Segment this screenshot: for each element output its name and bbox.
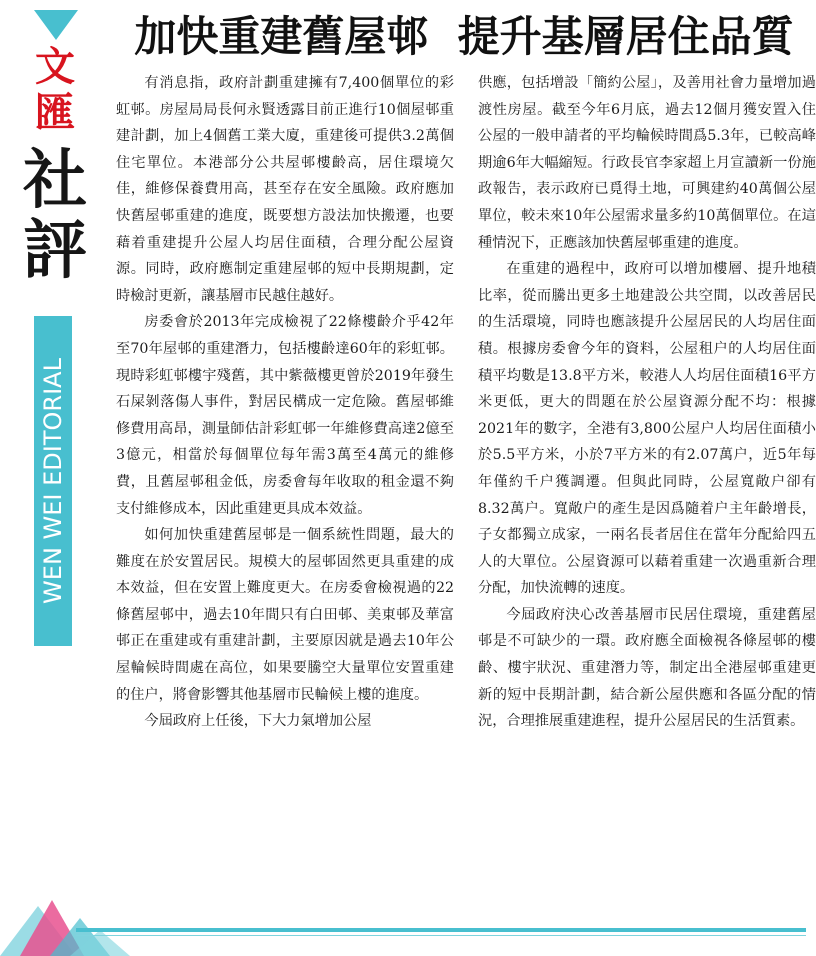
paragraph: 在重建的過程中，政府可以增加樓層、提升地積比率，從而騰出更多土地建設公共空間，以改善居民的生活環境，同時也應該提升公屋居民的人均居住面積。根據房委會今年的資料，公屋租户的人均居住面積平均數是13.8平方米，較港人人均居住面積16平方米更低，更大的問題在於公屋資源分配不均：根據2021年的數字，全港有3,800公屋户人均居住面積小於5.5平方米，小於7平方米的有2.07萬户，近5年每年僅約千户獲調遷。但與此同時，公屋寬敞户卻有8.32萬户。寬敞户的產生是因爲隨着户主年齡增長，子女都獨立成家，一兩名長者居住在當年分配給四五人的大單位。公屋資源可以藉着重建一次過重新合理分配，加快流轉的速度。 [478, 261, 816, 597]
paragraph: 今屆政府決心改善基層市民居住環境，重建舊屋邨是不可缺少的一環。政府應全面檢視各條屋邨的樓齡、樓宇狀況、重建潛力等，制定出全港屋邨重建更新的短中長期計劃，結合新公屋供應和各區分配的情況，合理推展重建進程，提升公屋居民的生活質素。 [478, 606, 816, 730]
paragraph-continued: 供應，包括增設「簡約公屋」，及善用社會力量增加過渡性房屋。截至今年6月底，過去12個月獲安置入住公屋的一般申請者的平均輪候時間爲5.3年，已較高峰期逾6年大幅縮短。行政長官李家超上月宣讀新一份施政報告，表示政府已覓得土地，可興建約40萬個公屋單位，較未來10年公屋需求量多約10萬個單位。在這種情況下，正應該加快舊屋邨重建的進度。 [478, 75, 816, 251]
paragraph: 有消息指，政府計劃重建擁有7,400個單位的彩虹邨。房屋局局長何永賢透露目前正進行10個屋邨重建計劃，加上4個舊工業大廈，重建後可提供3.2萬個住宅單位。本港部分公共屋邨樓齡高，居住環境欠佳，維修保養費用高，甚至存在安全風險。政府應加快舊屋邨重建的進度，既要想方設法加快搬遷，也要藉着重建提升公屋人均居住面積，合理分配公屋資源。同時，政府應制定重建屋邨的短中長期規劃，定時檢討更新，讓基層市民越住越好。 [116, 75, 454, 304]
she-ping-heading: 社評 [23, 143, 87, 288]
footer-rule-thin [76, 935, 806, 936]
masthead [0, 0, 112, 956]
article-title: 加快重建舊屋邨 提升基層居住品質 [134, 12, 794, 61]
editorial-banner-text: WEN WEI EDITORIAL [39, 358, 67, 604]
paragraph: 房委會於2013年完成檢視了22條樓齡介乎42年至70年屋邨的重建潛力，包括樓齡達60年的彩虹邨。現時彩虹邨樓宇殘舊，其中紫薇樓更曾於2019年發生石屎剝落傷人事件，對居民構成一定危險。舊屋邨維修費用高昂，測量師估計彩虹邨一年維修費高達2億至3億元，相當於每個單位每年需3萬至4萬元的維修費，且舊屋邨租金低，房委會每年收取的租金還不夠支付維修成本，因此重建更具成本效益。 [116, 314, 454, 517]
triangle-marker-icon [34, 10, 78, 40]
decorative-triangles-icon [0, 896, 130, 956]
article-column-right [478, 70, 816, 735]
wen-hui-logo: 文匯 [35, 43, 75, 136]
article-column-left [116, 70, 454, 735]
paragraph: 如何加快重建舊屋邨是一個系統性問題，最大的難度在於安置居民。規模大的屋邨固然更具重建的成本效益，但在安置上難度更大。在房委會檢視過的22條舊屋邨中，過去10年間只有白田邨、美東邨及華富邨正在重建或有重建計劃，主要原因就是過去10年公屋輪候時間處在高位，如果要騰空大量單位安置重建的住户，將會影響其他基層市民輪候上樓的進度。 [116, 527, 454, 703]
paragraph: 今屆政府上任後，下大力氣增加公屋 [144, 713, 372, 730]
footer-rule [76, 928, 806, 932]
